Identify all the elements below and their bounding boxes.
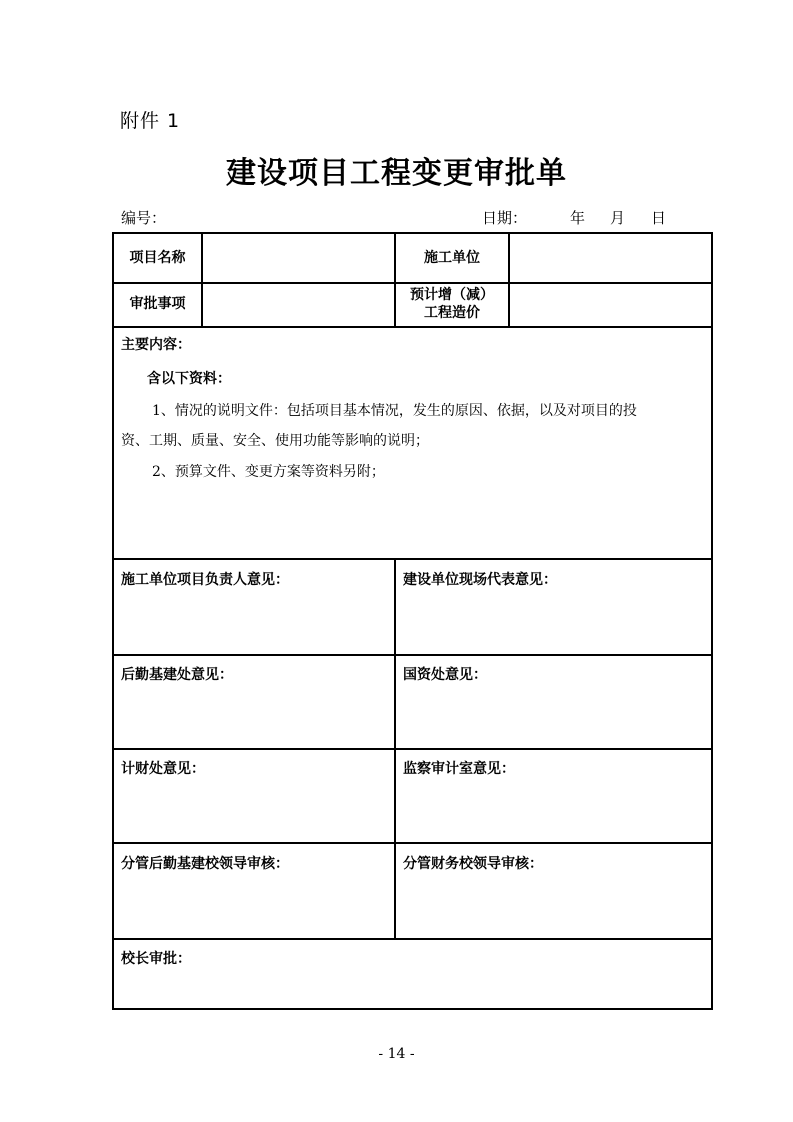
construction-unit-label: 施工单位 [424, 250, 480, 266]
date-month-label: 月 [610, 209, 626, 227]
finance-office-opinion-label: 计财处意见： [121, 761, 205, 777]
construction-manager-opinion-label: 施工单位项目负责人意见： [121, 572, 289, 588]
project-name-label: 项目名称 [129, 250, 186, 266]
logistics-office-opinion-label: 后勤基建处意见： [121, 667, 233, 683]
column-divider [201, 234, 203, 327]
column-divider [394, 558, 396, 939]
date-day-label: 日 [651, 209, 667, 227]
audit-office-opinion-label: 监察审计室意见： [403, 761, 515, 777]
row-divider [114, 938, 711, 940]
page-number: - 14 - [378, 1046, 415, 1062]
document-title: 建设项目工程变更审批单 [226, 156, 567, 191]
column-divider [508, 234, 510, 327]
attachment-label: 附件 1 [120, 110, 181, 132]
material-item-2: 2、预算文件、变更方案等资料另附； [152, 464, 385, 480]
estimate-cost-label [396, 286, 508, 322]
logistics-leader-review-label: 分管后勤基建校领导审核： [121, 856, 289, 872]
material-item-1-line2: 资、工期、质量、安全、使用功能等影响的说明； [121, 433, 429, 449]
row-divider [114, 842, 711, 844]
state-assets-office-opinion-label: 国资处意见： [403, 667, 487, 683]
finance-leader-review-label: 分管财务校领导审核： [403, 856, 543, 872]
date-year-label: 年 [570, 209, 586, 227]
president-approval-label: 校长审批： [121, 951, 191, 967]
material-item-1-line1: 1、情况的说明文件：包括项目基本情况，发生的原因、依据，以及对项目的投 [152, 403, 637, 419]
approval-form [112, 232, 713, 1010]
row-divider [114, 282, 711, 284]
main-content-label: 主要内容： [121, 337, 191, 353]
date-label: 日期： [482, 209, 528, 227]
approval-item-label: 审批事项 [129, 296, 186, 312]
estimate-cost-label-line1: 预计增（减） [410, 287, 494, 303]
site-representative-opinion-label: 建设单位现场代表意见： [403, 572, 557, 588]
row-divider [114, 558, 711, 560]
estimate-cost-label-line2: 工程造价 [424, 305, 480, 321]
materials-heading: 含以下资料： [147, 371, 231, 387]
row-divider [114, 326, 711, 328]
row-divider [114, 654, 711, 656]
serial-number-label: 编号： [121, 209, 167, 227]
row-divider [114, 748, 711, 750]
